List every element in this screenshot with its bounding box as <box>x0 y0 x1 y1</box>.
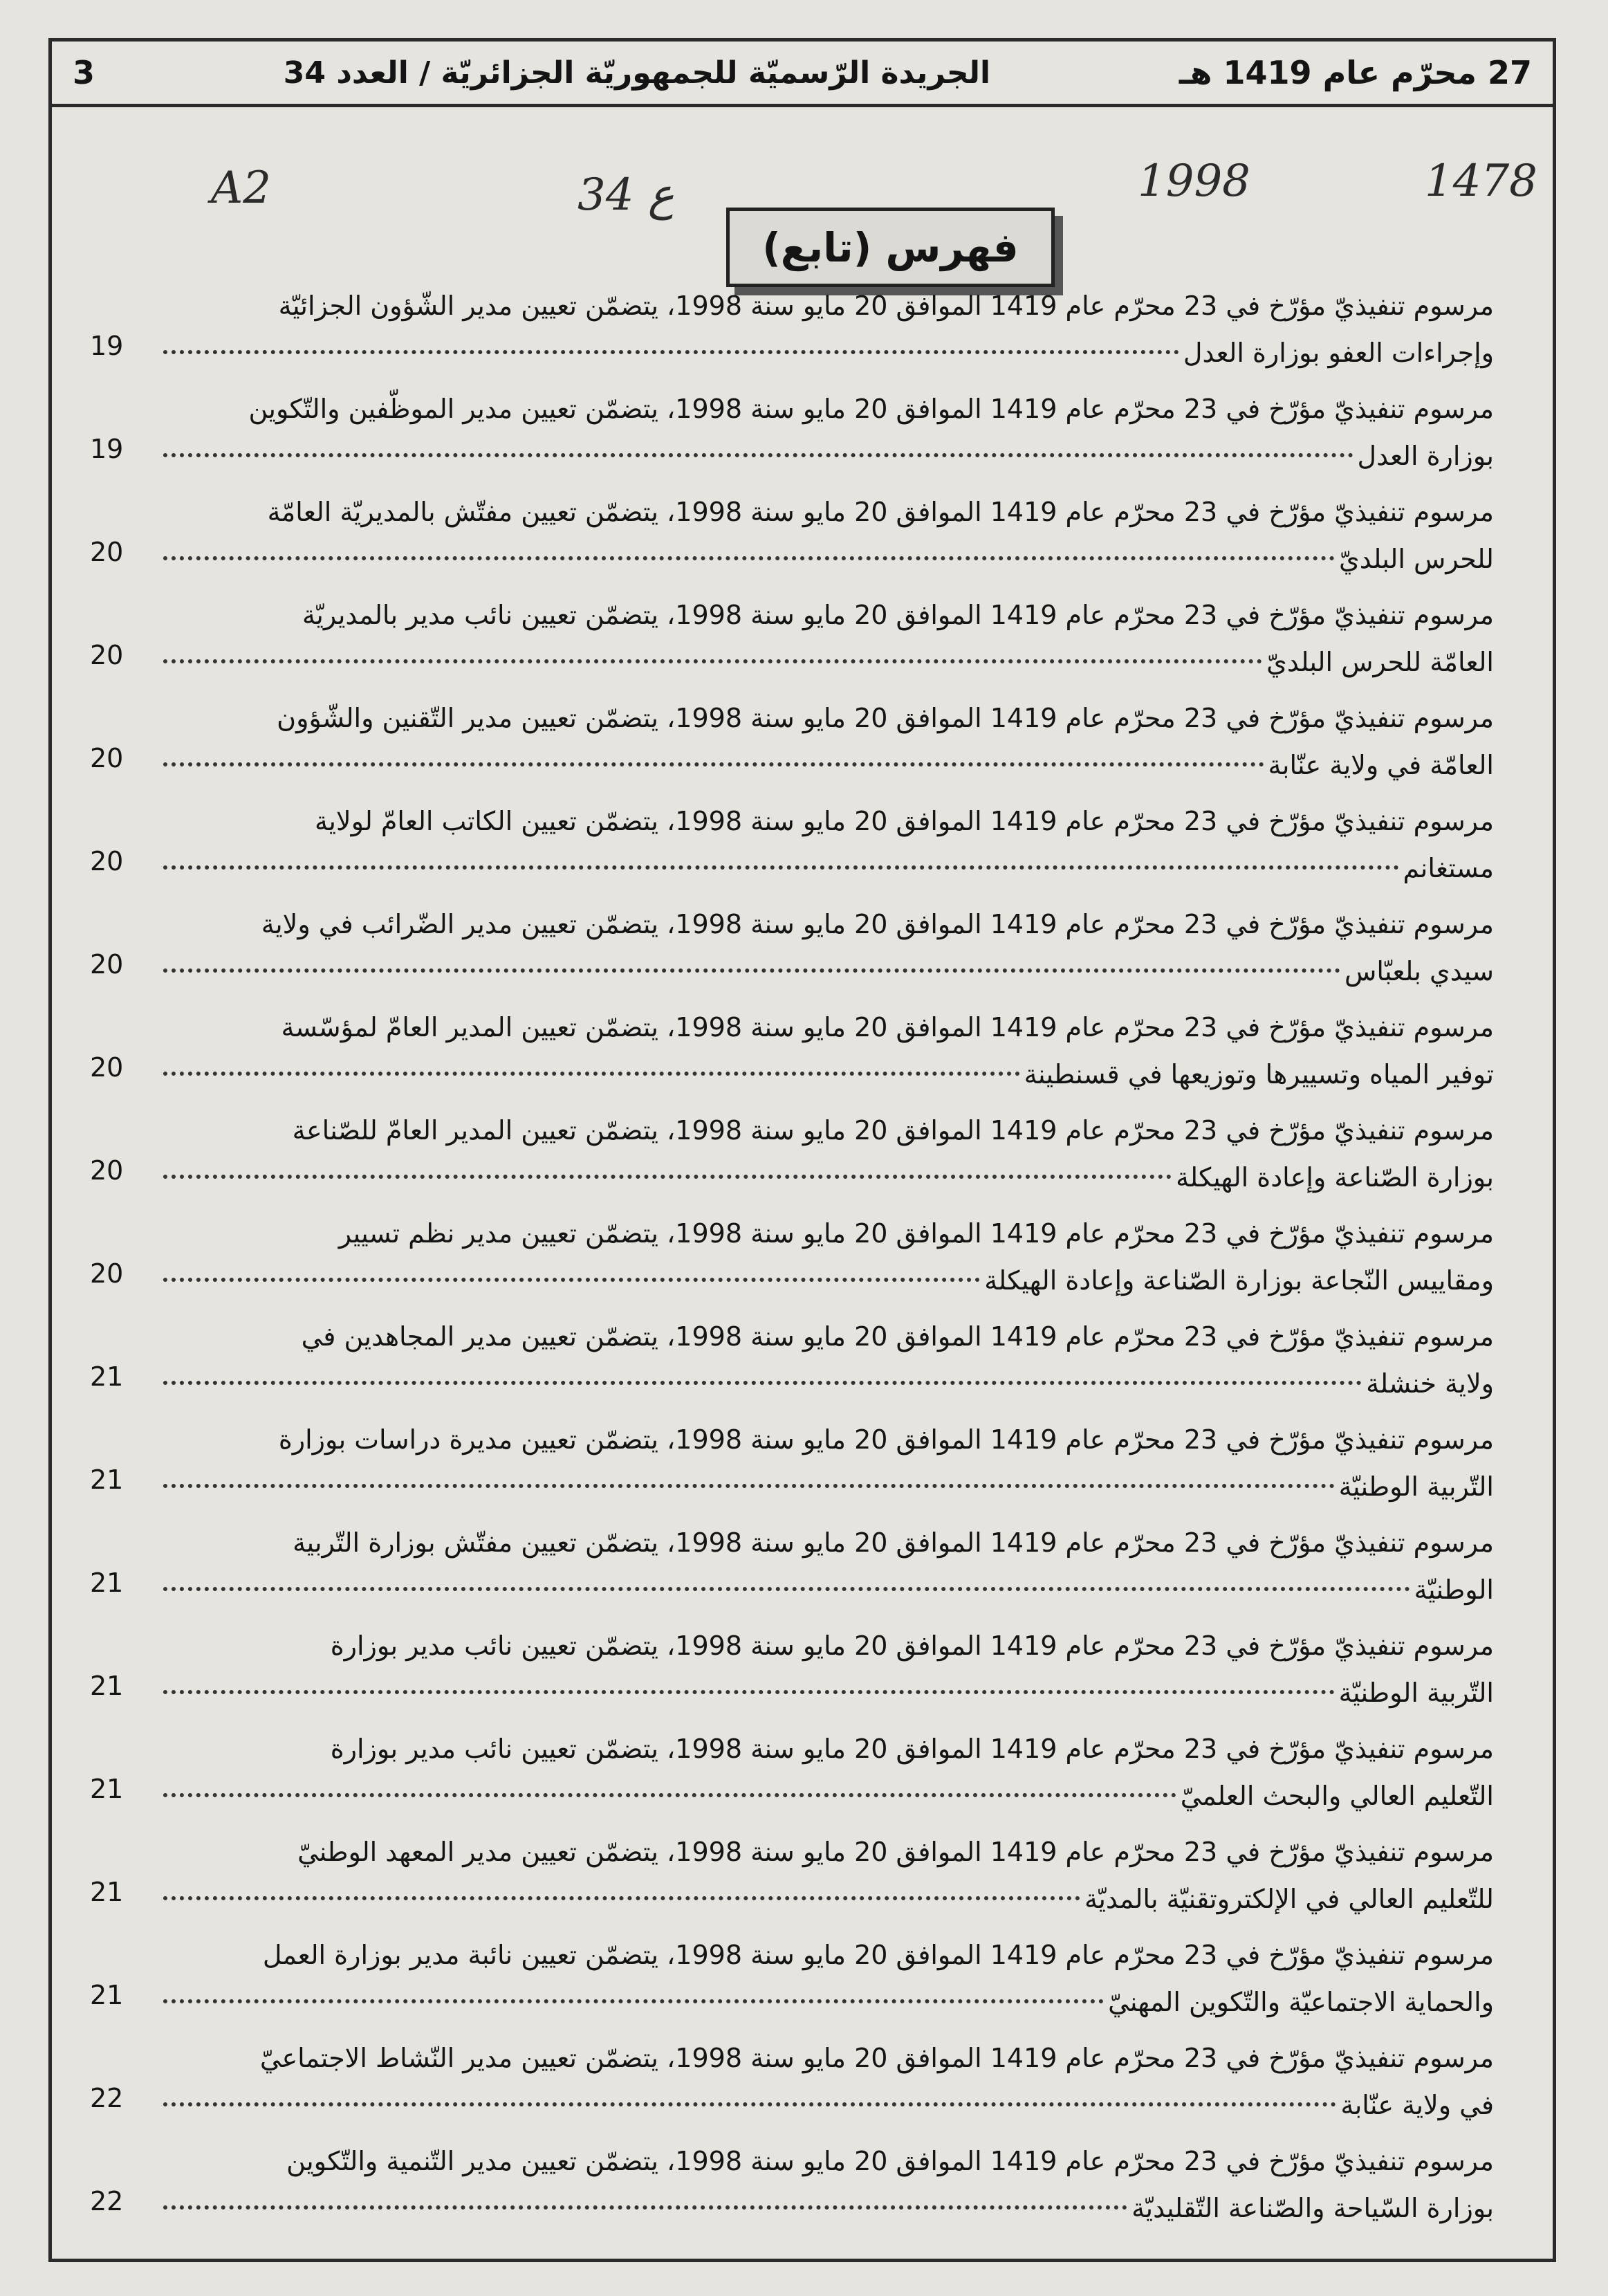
toc-entry-text <box>159 274 1494 376</box>
toc-entry-page: 20 <box>90 846 124 876</box>
toc-entry <box>76 1098 1494 1201</box>
toc-entry-line1: مرسوم تنفيذيّ مؤرّخ في 23 محرّم عام 1419 الموافق 20 مايو سنة 1998، يتضمّن تعيين مديرة دراسات بوزارة <box>278 1424 1494 1455</box>
toc-entry-line1: مرسوم تنفيذيّ مؤرّخ في 23 محرّم عام 1419 الموافق 20 مايو سنة 1998، يتضمّن تعيين مفتّش بوزارة التّربية <box>293 1527 1494 1558</box>
toc-entry-page: 20 <box>90 1155 124 1186</box>
header-date: 27 محرّم عام 1419 هـ <box>1179 54 1532 91</box>
toc-entry-line1: مرسوم تنفيذيّ مؤرّخ في 23 محرّم عام 1419 الموافق 20 مايو سنة 1998، يتضمّن تعيين مدير الضّرائب في ولاية <box>261 909 1494 939</box>
header-title: الجريدة الرّسميّة للجمهوريّة الجزائريّة / العدد 34 <box>283 55 991 91</box>
toc-entry-line2-wrap <box>159 329 1494 376</box>
toc-entry <box>76 479 1494 582</box>
dot-leader <box>163 535 1335 560</box>
toc-entry <box>76 1304 1494 1407</box>
toc-entry-line1: مرسوم تنفيذيّ مؤرّخ في 23 محرّم عام 1419 الموافق 20 مايو سنة 1998، يتضمّن تعيين نائبة مدير بوزارة العمل <box>262 1940 1494 1970</box>
toc-entry-page: 19 <box>90 331 124 361</box>
toc-entry-line2: ولاية خنشلة <box>1366 1368 1494 1399</box>
toc-entry-line2-wrap <box>159 2185 1494 2232</box>
toc-entry-page: 22 <box>90 2186 124 2216</box>
header-page-number: 3 <box>73 54 95 91</box>
toc-entry-page: 20 <box>90 1052 124 1083</box>
toc-entry-line2-wrap <box>159 432 1494 479</box>
toc-entry-line2: للحرس البلديّ <box>1339 544 1494 574</box>
toc-entry-line2-wrap <box>159 1772 1494 1819</box>
toc-entry-text <box>159 377 1494 479</box>
toc-entry-line2: ومقاييس النّجاعة بوزارة الصّناعة وإعادة الهيكلة <box>984 1265 1494 1296</box>
toc-entry-text <box>159 892 1494 995</box>
toc-entry-line1: مرسوم تنفيذيّ مؤرّخ في 23 محرّم عام 1419 الموافق 20 مايو سنة 1998، يتضمّن تعيين مدير التّقنين والشّؤون <box>277 703 1494 733</box>
toc-entry-line1: مرسوم تنفيذيّ مؤرّخ في 23 محرّم عام 1419 الموافق 20 مايو سنة 1998، يتضمّن تعيين مدير الموظّفين والتّكوين <box>248 394 1494 424</box>
toc-entry-page: 21 <box>90 1877 124 1907</box>
toc-entry-line2-wrap <box>159 1875 1494 1922</box>
dot-leader <box>163 2082 1336 2106</box>
toc-entry-text <box>159 1305 1494 1407</box>
toc-entry-line2: وإجراءات العفو بوزارة العدل <box>1183 338 1494 368</box>
toc-entry-page: 21 <box>90 1568 124 1598</box>
toc-entry <box>76 1201 1494 1304</box>
toc-entry-page: 20 <box>90 1258 124 1289</box>
toc-entry-line2: مستغانم <box>1403 853 1494 883</box>
toc-entry-text <box>159 2026 1494 2129</box>
toc-entry-line2: والحماية الاجتماعيّة والتّكوين المهنيّ <box>1108 1987 1494 2017</box>
toc-entry-text <box>159 1717 1494 1819</box>
toc-entry <box>76 2026 1494 2129</box>
toc-entry-text <box>159 1511 1494 1613</box>
toc-entry-line2-wrap <box>159 1978 1494 2026</box>
toc-list <box>76 273 1494 2232</box>
toc-entry-line2: العامّة للحرس البلديّ <box>1266 647 1494 677</box>
toc-entry-text <box>159 480 1494 582</box>
toc-entry-page: 22 <box>90 2083 124 2113</box>
dot-leader <box>163 639 1262 663</box>
toc-entry-page: 21 <box>90 1774 124 1804</box>
dot-leader <box>163 1978 1104 2003</box>
toc-entry-line1: مرسوم تنفيذيّ مؤرّخ في 23 محرّم عام 1419 الموافق 20 مايو سنة 1998، يتضمّن تعيين الكاتب العامّ لولاية <box>314 806 1494 836</box>
toc-entry-page: 20 <box>90 537 124 567</box>
toc-entry-line2-wrap <box>159 1669 1494 1716</box>
dot-leader <box>163 742 1264 766</box>
toc-entry-line2-wrap <box>159 2082 1494 2129</box>
toc-entry-text <box>159 1099 1494 1201</box>
toc-entry-line1: مرسوم تنفيذيّ مؤرّخ في 23 محرّم عام 1419 الموافق 20 مايو سنة 1998، يتضمّن تعيين مدير المجاهدين في <box>301 1321 1494 1352</box>
toc-entry <box>76 1613 1494 1716</box>
toc-entry-line2: التّربية الوطنيّة <box>1338 1678 1494 1708</box>
toc-entry-line2-wrap <box>159 948 1494 995</box>
toc-entry <box>76 2129 1494 2232</box>
toc-entry-line1: مرسوم تنفيذيّ مؤرّخ في 23 محرّم عام 1419 الموافق 20 مايو سنة 1998، يتضمّن تعيين نائب مدير بالمديريّة <box>302 600 1494 630</box>
toc-entry <box>76 892 1494 995</box>
toc-entry-page: 20 <box>90 949 124 980</box>
toc-entry-line2: العامّة في ولاية عنّابة <box>1268 750 1494 780</box>
toc-entry <box>76 1510 1494 1613</box>
toc-entry <box>76 273 1494 376</box>
toc-entry-line2-wrap <box>159 1257 1494 1304</box>
dot-leader <box>163 2185 1127 2210</box>
toc-entry-line2-wrap <box>159 845 1494 892</box>
toc-entry-line1: مرسوم تنفيذيّ مؤرّخ في 23 محرّم عام 1419 الموافق 20 مايو سنة 1998، يتضمّن تعيين نائب مدير بوزارة <box>330 1631 1494 1661</box>
toc-entry-text <box>159 1202 1494 1304</box>
page-header <box>52 42 1553 107</box>
toc-entry <box>76 1922 1494 2026</box>
toc-entry-text <box>159 686 1494 789</box>
toc-entry-line1: مرسوم تنفيذيّ مؤرّخ في 23 محرّم عام 1419 الموافق 20 مايو سنة 1998، يتضمّن تعيين نائب مدير بوزارة <box>330 1734 1494 1764</box>
toc-entry-text <box>159 2129 1494 2232</box>
toc-entry-text <box>159 1923 1494 2026</box>
toc-entry-line2-wrap <box>159 742 1494 789</box>
toc-title: فهرس (تابع) <box>726 208 1055 287</box>
toc-entry-line1: مرسوم تنفيذيّ مؤرّخ في 23 محرّم عام 1419 الموافق 20 مايو سنة 1998، يتضمّن تعيين مدير الشّؤون الجزائيّة <box>278 291 1494 321</box>
toc-entry-line1: مرسوم تنفيذيّ مؤرّخ في 23 محرّم عام 1419 الموافق 20 مايو سنة 1998، يتضمّن تعيين مفتّش بالمديريّة العامّة <box>267 497 1494 527</box>
toc-entry-text <box>159 583 1494 686</box>
toc-entry-line2: بوزارة السّياحة والصّناعة التّقليديّة <box>1131 2193 1494 2223</box>
toc-entry-line2-wrap <box>159 1360 1494 1407</box>
toc-entry-line1: مرسوم تنفيذيّ مؤرّخ في 23 محرّم عام 1419 الموافق 20 مايو سنة 1998، يتضمّن تعيين المدير العامّ لمؤسّسة <box>281 1012 1494 1043</box>
toc-entry <box>76 1716 1494 1819</box>
toc-entry-page: 19 <box>90 434 124 464</box>
dot-leader <box>163 432 1353 457</box>
dot-leader <box>163 1669 1335 1694</box>
toc-entry-page: 20 <box>90 743 124 773</box>
toc-entry-text <box>159 1614 1494 1716</box>
toc-entry-page: 21 <box>90 1361 124 1392</box>
toc-entry-line1: مرسوم تنفيذيّ مؤرّخ في 23 محرّم عام 1419 الموافق 20 مايو سنة 1998، يتضمّن تعيين مدير النّشاط الاجتماعيّ <box>259 2043 1494 2073</box>
toc-entry-line2-wrap <box>159 535 1494 582</box>
dot-leader <box>163 1463 1335 1488</box>
dot-leader <box>163 1772 1176 1797</box>
toc-entry-line1: مرسوم تنفيذيّ مؤرّخ في 23 محرّم عام 1419 الموافق 20 مايو سنة 1998، يتضمّن تعيين مدير التّنمية والتّكوين <box>286 2146 1494 2176</box>
toc-entry-line2-wrap <box>159 1566 1494 1613</box>
handwritten-note-a2: A2 <box>211 163 271 214</box>
dot-leader <box>163 845 1399 870</box>
toc-entry-line2-wrap <box>159 1051 1494 1098</box>
toc-entry <box>76 995 1494 1098</box>
toc-entry-line2: بوزارة الصّناعة وإعادة الهيكلة <box>1176 1162 1494 1193</box>
dot-leader <box>163 1154 1172 1179</box>
dot-leader <box>163 1566 1410 1591</box>
toc-entry-line2: التّعليم العالي والبحث العلميّ <box>1180 1781 1494 1811</box>
toc-entry <box>76 686 1494 789</box>
toc-entry <box>76 582 1494 686</box>
toc-entry-line1: مرسوم تنفيذيّ مؤرّخ في 23 محرّم عام 1419 الموافق 20 مايو سنة 1998، يتضمّن تعيين مدير المعهد الوطنيّ <box>297 1837 1494 1867</box>
toc-entry-page: 21 <box>90 1980 124 2010</box>
dot-leader <box>163 1051 1020 1076</box>
toc-entry-text <box>159 995 1494 1098</box>
handwritten-note-year: 1998 <box>1138 156 1250 207</box>
toc-entry-line2: بوزارة العدل <box>1357 441 1494 471</box>
handwritten-annotations <box>52 114 1553 221</box>
dot-leader <box>163 1257 980 1282</box>
toc-entry-page: 21 <box>90 1464 124 1495</box>
dot-leader <box>163 948 1340 973</box>
toc-entry-line2-wrap <box>159 639 1494 686</box>
handwritten-note-issue: 34 ع <box>577 169 674 221</box>
handwritten-note-number: 1478 <box>1425 156 1537 207</box>
toc-entry-line2: الوطنيّة <box>1414 1574 1494 1605</box>
toc-entry-line2: سيدي بلعبّاس <box>1344 956 1494 986</box>
dot-leader <box>163 1360 1362 1385</box>
toc-entry-line2: توفير المياه وتسييرها وتوزيعها في قسنطينة <box>1024 1059 1494 1090</box>
toc-entry-page: 21 <box>90 1671 124 1701</box>
toc-entry-line2: للتّعليم العالي في الإلكتروتقنيّة بالمديّة <box>1084 1884 1494 1914</box>
toc-entry-line1: مرسوم تنفيذيّ مؤرّخ في 23 محرّم عام 1419 الموافق 20 مايو سنة 1998، يتضمّن تعيين المدير العامّ للصّناعة <box>292 1115 1494 1146</box>
toc-entry-text <box>159 789 1494 892</box>
toc-entry-line2-wrap <box>159 1463 1494 1510</box>
toc-entry <box>76 1819 1494 1922</box>
toc-entry-line2: التّربية الوطنيّة <box>1338 1471 1494 1502</box>
toc-entry-line2: في ولاية عنّابة <box>1340 2090 1494 2120</box>
toc-entry-text <box>159 1408 1494 1510</box>
toc-entry-line1: مرسوم تنفيذيّ مؤرّخ في 23 محرّم عام 1419 الموافق 20 مايو سنة 1998، يتضمّن تعيين مدير نظم تسيير <box>338 1218 1494 1249</box>
toc-entry-line2-wrap <box>159 1154 1494 1201</box>
dot-leader <box>163 329 1179 354</box>
toc-entry-text <box>159 1820 1494 1922</box>
dot-leader <box>163 1875 1080 1900</box>
toc-entry <box>76 789 1494 892</box>
toc-entry <box>76 376 1494 479</box>
toc-entry-page: 20 <box>90 640 124 670</box>
toc-entry <box>76 1407 1494 1510</box>
